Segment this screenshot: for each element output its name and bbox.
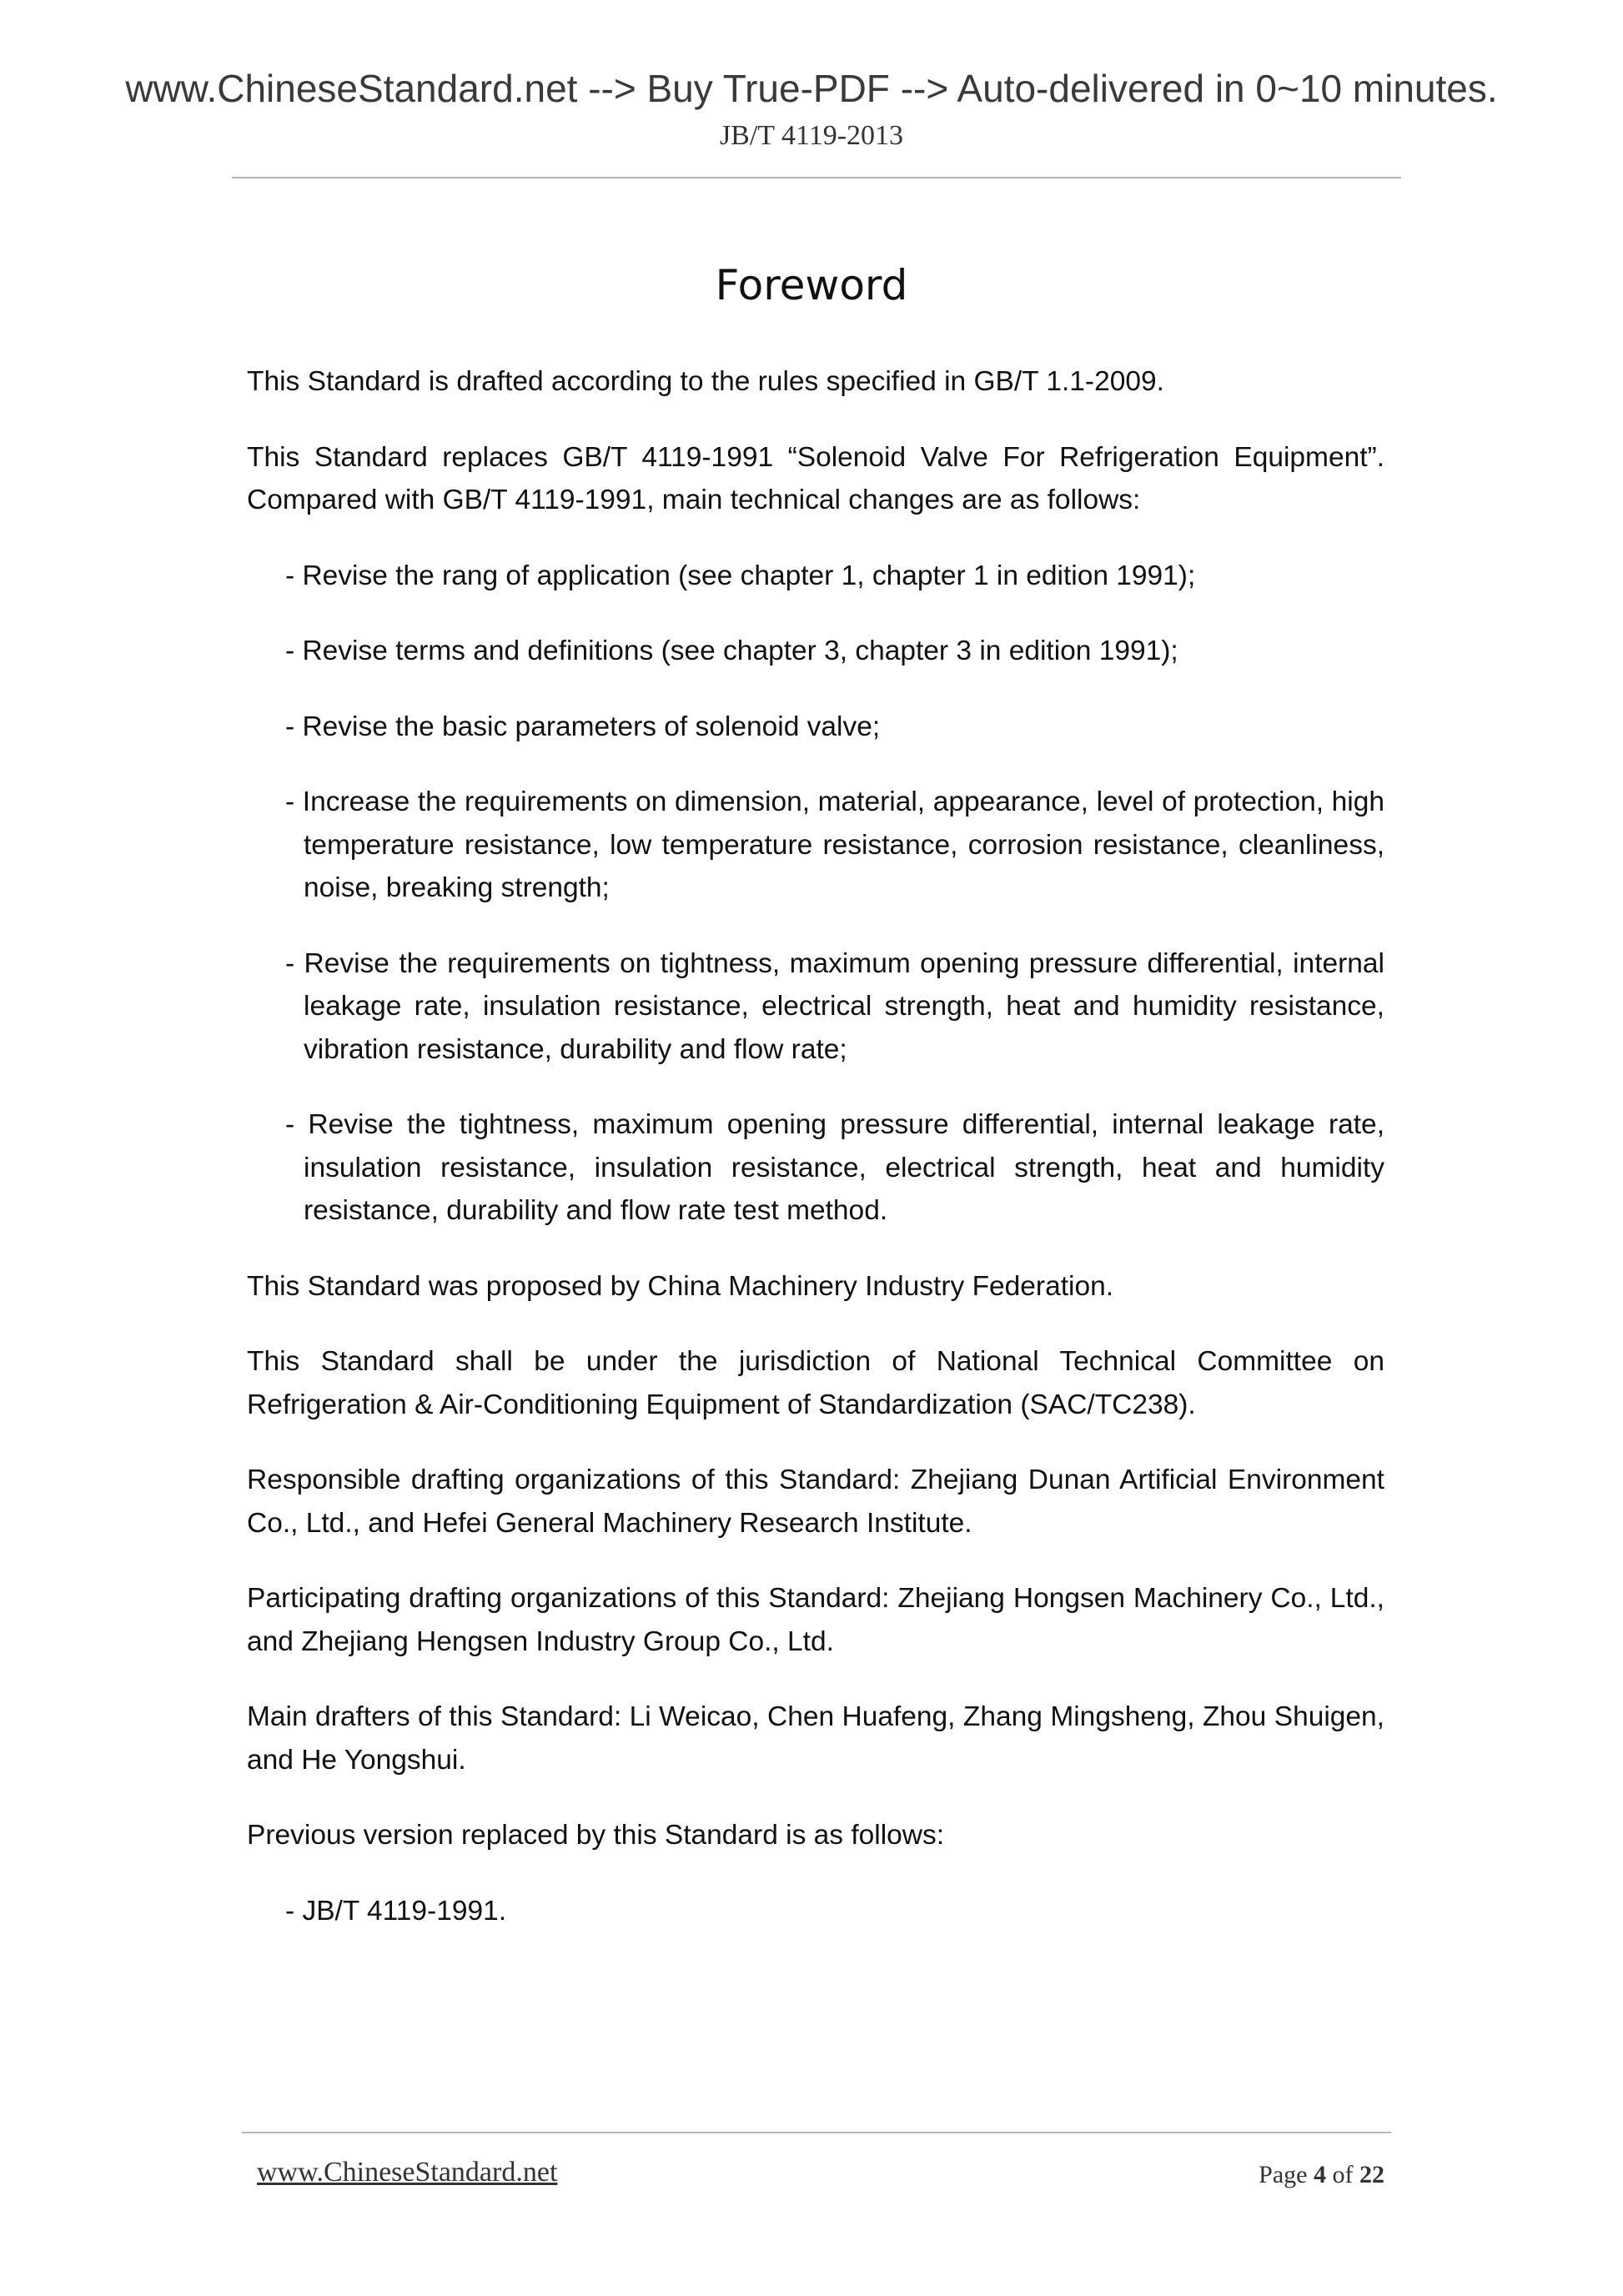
page-current: 4 bbox=[1314, 2161, 1326, 2188]
change-item: - Revise the tightness, maximum opening pressure differential, internal leakage rate, insulation resistance, insulation resistance, electrical strength, heat and humidity resistance, durability and flow rate test method. bbox=[285, 1109, 1384, 1226]
paragraph-jurisdiction: This Standard shall be under the jurisdiction of National Technical Committee on Refrigeration & Air-Conditioning Equipment of Standardization (SAC/TC238). bbox=[247, 1346, 1384, 1420]
foreword-body bbox=[247, 360, 1384, 1965]
change-item: - Revise the basic parameters of solenoid valve; bbox=[285, 711, 881, 742]
page-number bbox=[1259, 2158, 1384, 2192]
footer-website-link[interactable]: www.ChineseStandard.net bbox=[257, 2157, 558, 2188]
change-item: - Revise terms and definitions (see chapter 3, chapter 3 in edition 1991); bbox=[285, 636, 1178, 666]
paragraph-responsible-orgs: Responsible drafting organizations of this Standard: Zhejiang Dunan Artificial Environment Co., Ltd., and Hefei General Machinery Research Institute. bbox=[247, 1465, 1384, 1539]
footer-divider bbox=[242, 2132, 1391, 2133]
header-banner: www.ChineseStandard.net --> Buy True-PDF --> Auto-delivered in 0~10 minutes. bbox=[125, 67, 1498, 110]
paragraph-participating-orgs: Participating drafting organizations of this Standard: Zhejiang Hongsen Machinery Co., Ltd., and Zhejiang Hengsen Industry Group Co., Ltd. bbox=[247, 1583, 1384, 1657]
change-item: - Revise the requirements on tightness, maximum opening pressure differential, internal leakage rate, insulation resistance, electrical strength, heat and humidity resistance, vibration resistance, durability and flow rate; bbox=[285, 947, 1384, 1065]
change-item: - Revise the rang of application (see chapter 1, chapter 1 in edition 1991); bbox=[285, 560, 1196, 591]
paragraph-main-drafters: Main drafters of this Standard: Li Weicao, Chen Huafeng, Zhang Mingsheng, Zhou Shuigen, and He Yongshui. bbox=[247, 1701, 1384, 1776]
paragraph-replacement: This Standard replaces GB/T 4119-1991 “Solenoid Valve For Refrigeration Equipment”. Compared with GB/T 4119-1991, main technical changes are as follows: bbox=[247, 441, 1384, 515]
page-of: of bbox=[1332, 2161, 1354, 2188]
header-divider bbox=[232, 177, 1401, 178]
paragraph-proposed-by: This Standard was proposed by China Machinery Industry Federation. bbox=[247, 1270, 1114, 1302]
page-title: Foreword bbox=[715, 261, 908, 309]
previous-version-item: - JB/T 4119-1991. bbox=[285, 1895, 507, 1927]
paragraph-drafting-rules: This Standard is drafted according to the rules specified in GB/T 1.1-2009. bbox=[247, 366, 1164, 397]
document-code: JB/T 4119-2013 bbox=[719, 120, 904, 151]
page-word: Page bbox=[1259, 2161, 1308, 2188]
paragraph-previous-version-intro: Previous version replaced by this Standard is as follows: bbox=[247, 1820, 945, 1851]
change-item: - Increase the requirements on dimension, material, appearance, level of protection, high temperature resistance, low temperature resistance, corrosion resistance, cleanliness, noise, breaking strength; bbox=[285, 786, 1384, 903]
page-total: 22 bbox=[1359, 2161, 1384, 2188]
